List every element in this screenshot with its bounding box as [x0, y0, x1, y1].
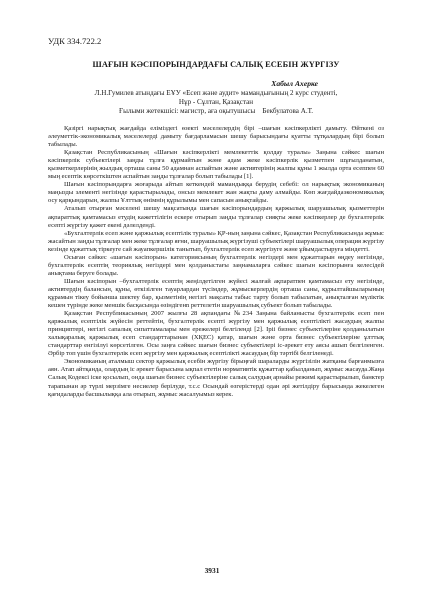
paragraph: Шағын кәсіпорындарға жоғарыда айтып кеткендей мамандыққа берудің себебі: ол нарықтық экономиканың маңызды элементі негізінде қарастырылады, онсыз мемлекет жан жақты даму алмайды. Көп жағдайдаэкономикалық осу қарқындарын, жалпы Ұлттық өнімнің құрылымы мен сапасын анықтайды.	[48, 181, 384, 205]
author-affiliation: Л.Н.Гумилев атындағы ЕҰУ «Есеп және аудит» мамандығының 2 курс студенті,	[94, 89, 338, 97]
author-location: Нұр - Сұлтан, Қазақстан	[178, 98, 254, 106]
paragraph: Қазақстан Республикасының «Шағын кәсіпкерлікті мемлекеттік қолдау туралы» Заңына сәйкес шағын кәсіпкерлік субъектілері заңды тұлға құрмайтын және адам жеке кәсіпкерлік қызметпен шұғылданатын, қызметкерлерінің жылдық орташа саны 50 адамнан аспайтын және активтерінің жалпы құны 1 жылда орта есеппен 60 мың есептік көрсеткіштен аспайтын заңды тұлғалар болып табылады [1].	[48, 149, 384, 181]
paragraph: «Бухгалтерлік есеп және қаржылық есептілік туралы» ҚР-ның заңына сәйкес, Қазақстан Республикасында жұмыс жасайтын заңды тұлғалар мен жеке тұлғалар яғни, шаруашылық жүргізуші субъектілері шаруашылық операция жүргізу кезінде құжаттық тіркеуге сай жауапкершілік танытып, бухгалтерлік есеп жүргізуге және ұйымдастыруға міндетті.	[48, 229, 384, 253]
author-name: Хабыл Ахерке	[271, 79, 318, 88]
paragraph: Экономиканың аталмыш сектор қаржылық есебін жүргізу бірыңғай шараларды жүргізілін жатқаны барғанмызға аян. Атап айтқанда, олардың іс әрекет барысына ықпал ететін нормативтік құжаттар қабылданып, жұмыс жасауда.Жаңа Салық Кодексі іске қосылып, онда шағын бизнес субъектілеріне салық салудың арнайы режимі қарастырылып, банктер тарапынан әр түрлі мерзімге несиелер берілуде, т.с.с Осындай өзгерістерді одан әрі жетілдіру барысында жекелеген қағидаларды басшылыққа ала отырып, жұмыс жасалуымыз керек.	[48, 358, 384, 398]
page-number: 3931	[204, 566, 220, 575]
paragraph: Осыған сәйкес «шағын кәсіпорын» категориясының бухгалтерлік негіздері мен құжаттарын өңдеу негізінде, бухгалтерлік есептің теориялық негіздері мен қолданыстағы заңнамаларға сәйкес шағын кәсіпорынға келесідей анықтама беруге болады.	[48, 253, 384, 277]
paragraph: Аталып отырған мәселені шешу мақсатында шағын кәсіпорындардың қаржылық шаруашылық қызметтерін ақпараттық қамтамасыз етудің кажеттілігін ескере отырып заңды тұлғалар сияқты жеке кәсіпкерлер де бухгалтерлік есепті жүргізу қажет екені дәлелденді.	[48, 205, 384, 229]
udk-code: УДК 334.722.2	[48, 36, 102, 46]
paragraph: Шағын кәсіпорын –бухгалтерлік есептің жеңілдетілген жүйесі жалғай ақпаратпен қамтамасыз ету негізінде, активтердің балансын, құны, өткізілген тауарлардан түсімдер, жұмыскерлердің орташа саны, құрылтайшыларының құрамын тікеу бойынша шектеу бар, қызметінің негізгі мақсаты табыс тарту болып табылатын, анықталған мүліктік кешен түрінде жеке меншік басқасында өзіндігенn реттелетін шаруашылық субъект болып табылады.	[48, 277, 384, 310]
article-title: ШАҒЫН КӘСІПОРЫНДАРДАҒЫ САЛЫҚ ЕСЕБІН ЖҮРГІЗУ	[92, 60, 340, 69]
paragraph: Қазақстан Республикасының 2007 жылғы 28 ақпандағы №234 Заңына байланысты бухгалтерлік есеп пен қаржылық есептілік жүйесін реттейтін, бухгалтерлік есепті жүргізу мен қаржылық есептілікті жасаудың жалпы принциптері, негізгі сапалық сипаттамалары мен ережелері белгіленді [2]. Іріі бизнес субъектілеріне қолданылатын халықаралық қаржылық есеп стандарттарынан (ХҚЕС) қатар, шағын және орта бизнес субъектілеріне ұлттық стандарттар енгізілуі көрсетілген. Осы заңға сәйкес шағын бизнес субъектілері іс-әрекет ету аясы ашып белгіленген. Әрбір топ үшін бухгалтерлік есеп жүргізу мен қаржылық есептілікті жасаудың бір тәртібі белгіленеді.	[48, 310, 384, 358]
article-body	[48, 125, 384, 399]
supervisor: Ғылыми жетекшісі: магистр, аға оқытушысы Бекбулатова А.Т.	[118, 107, 314, 115]
paragraph: Қазіргі нарықтық жағдайда еліміздегі өзекті мәселелердің бірі –шағын кәсіпкерлікті дамыту. Өйткені оз әлеуметтік-экономикалық мәселелерді дамыту бағдарламасын шешу барысындағы қуатты тұтқалардың бірі болып табылады.	[48, 125, 384, 149]
